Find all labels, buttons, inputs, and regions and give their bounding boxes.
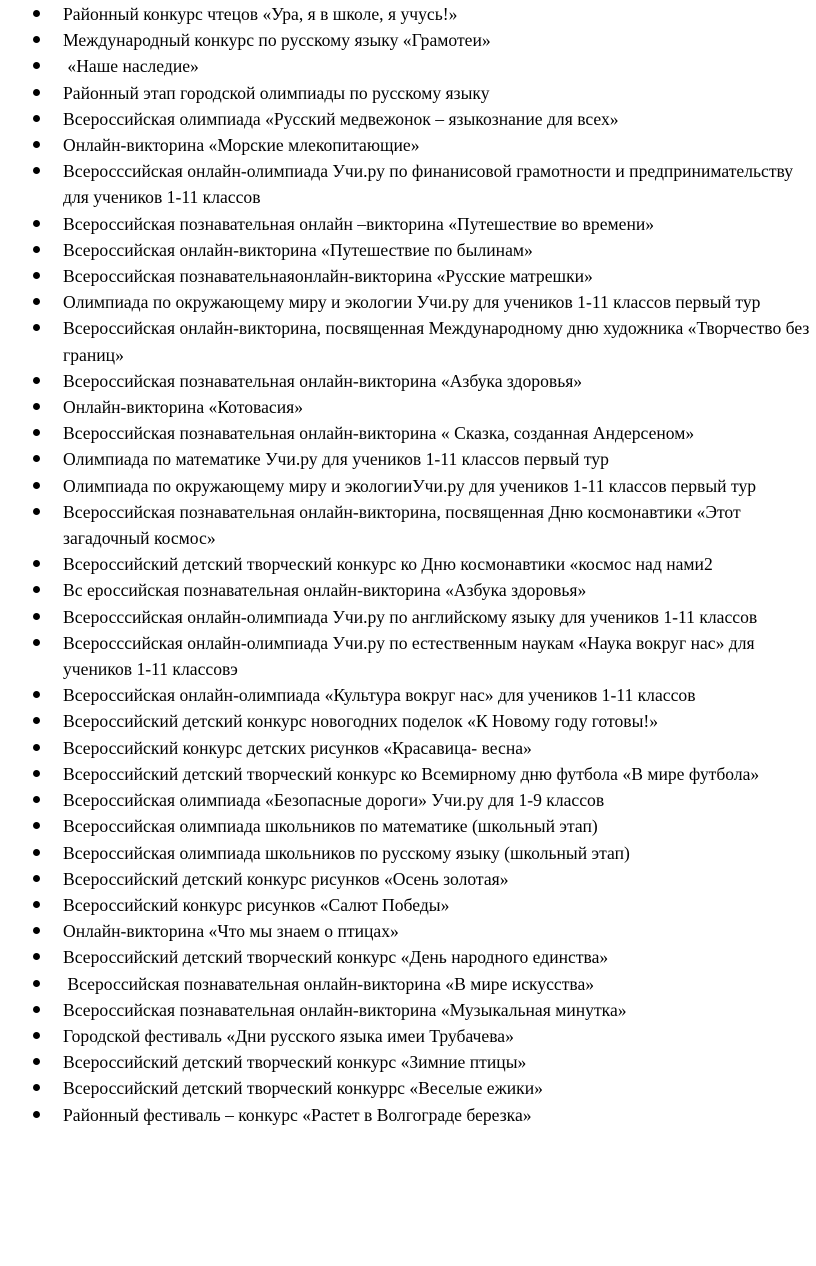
list-item-text: Всероссийский детский творческий конкурс «Зимние птицы» xyxy=(63,1052,527,1073)
list-item-text: Всероссийский детский творческий конкурс «День народного единства» xyxy=(63,947,609,968)
list-item xyxy=(0,420,816,446)
list-item-text: Олимпиада по математике Учи.ру для учеников 1-11 классов первый тур xyxy=(63,449,609,470)
list-item xyxy=(0,944,816,970)
bullet-icon xyxy=(33,89,40,96)
bullet-icon xyxy=(33,822,40,829)
list-item-text: Городской фестиваль «Дни русского языка имеи Трубачева» xyxy=(63,1025,514,1046)
bullet-icon xyxy=(33,770,40,777)
bullet-icon xyxy=(33,62,40,69)
list-item xyxy=(0,840,816,866)
list-item xyxy=(0,682,816,708)
list-item-text: Всероссийская познавательная онлайн-викторина «Музыкальная минутка» xyxy=(63,999,627,1020)
list-item-text: Районный фестиваль – конкурс «Растет в Волгограде березка» xyxy=(63,1104,532,1125)
document-page xyxy=(0,1,816,1128)
list-item xyxy=(0,866,816,892)
list-item xyxy=(0,289,816,315)
list-item-text: Районный конкурс чтецов «Ура, я в школе, я учусь!» xyxy=(63,4,458,24)
bullet-icon xyxy=(33,324,40,331)
list-item xyxy=(0,1049,816,1075)
list-item xyxy=(0,577,816,603)
bullet-icon xyxy=(33,1084,40,1091)
list-item xyxy=(0,368,816,394)
list-item xyxy=(0,1102,816,1128)
list-item-text: Всероссийская олимпиада школьников по математике (школьный этап) xyxy=(63,816,598,837)
bullet-icon xyxy=(33,10,40,17)
list-item xyxy=(0,1023,816,1049)
bullet-icon xyxy=(33,377,40,384)
list-item-text: Всероссийская онлайн-викторина, посвященная Международному дню художника «Творчество без границ» xyxy=(63,318,810,365)
list-item-text: Всероссийский конкурс детских рисунков «Красавица- весна» xyxy=(63,737,532,758)
list-item-text: Всероссийская познавательная онлайн-викторина «В мире искусства» xyxy=(63,973,595,994)
bullet-icon xyxy=(33,691,40,698)
bullet-icon xyxy=(33,901,40,908)
bullet-icon xyxy=(33,586,40,593)
bullet-icon xyxy=(33,560,40,567)
list-item-text: Всероссийский детский творческий конкурс ко Дню космонавтики «космос над нами2 xyxy=(63,554,713,575)
bullet-icon xyxy=(33,639,40,646)
list-item-text: Онлайн-викторина «Котовасия» xyxy=(63,397,303,418)
list-item xyxy=(0,53,816,79)
list-item-text: Всеросссийская онлайн-олимпиада Учи.ру по финанисовой грамотности и предпринимательству для учеников 1-11 классов xyxy=(63,161,794,208)
list-item-text: Онлайн-викторина «Что мы знаем о птицах» xyxy=(63,921,399,942)
list-item-text: Всероссийская познавательная онлайн-викторина « Сказка, созданная Андерсеном» xyxy=(63,423,695,444)
list-item xyxy=(0,551,816,577)
competition-list xyxy=(0,1,816,1128)
list-item xyxy=(0,499,816,551)
list-item-text: Всероссийский детский творческий конкуррс «Веселые ежики» xyxy=(63,1078,543,1099)
list-item-text: Всероссийская онлайн-олимпиада «Культура вокруг нас» для учеников 1-11 классов xyxy=(63,685,696,706)
bullet-icon xyxy=(33,115,40,122)
list-item xyxy=(0,997,816,1023)
bullet-icon xyxy=(33,272,40,279)
bullet-icon xyxy=(33,717,40,724)
list-item-text: Всероссийский детский конкурс новогодних поделок «К Новому году готовы!» xyxy=(63,711,659,732)
list-item-text: «Наше наследие» xyxy=(63,56,199,77)
list-item xyxy=(0,735,816,761)
list-item-text: Всеросссийская онлайн-олимпиада Учи.ру по естественным наукам «Наука вокруг нас» для учеников 1-11 классовэ xyxy=(63,632,755,680)
bullet-icon xyxy=(33,744,40,751)
list-item xyxy=(0,27,816,53)
bullet-icon xyxy=(33,508,40,515)
list-item-text: Международный конкурс по русскому языку «Грамотеи» xyxy=(63,30,491,51)
list-item xyxy=(0,708,816,734)
bullet-icon xyxy=(33,455,40,462)
bullet-icon xyxy=(33,1058,40,1065)
list-item xyxy=(0,971,816,997)
list-item xyxy=(0,604,816,630)
list-item xyxy=(0,787,816,813)
list-item-text: Всероссийский конкурс рисунков «Салют Победы» xyxy=(63,894,450,915)
bullet-icon xyxy=(33,927,40,934)
list-item xyxy=(0,761,816,787)
bullet-icon xyxy=(33,36,40,43)
list-item xyxy=(0,394,816,420)
list-item xyxy=(0,446,816,472)
list-item-text: Всероссийская познавательная онлайн-викторина «Азбука здоровья» xyxy=(63,370,583,391)
bullet-icon xyxy=(33,1111,40,1118)
list-item-text: Олимпиада по окружающему миру и экологииУчи.ру для учеников 1-11 классов первый тур xyxy=(63,475,757,496)
list-item xyxy=(0,630,816,682)
list-item-text: Всероссийский детский творческий конкурс ко Всемирному дню футбола «В мире футбола» xyxy=(63,763,760,784)
bullet-icon xyxy=(33,141,40,148)
bullet-icon xyxy=(33,613,40,620)
bullet-icon xyxy=(33,980,40,987)
list-item-text: Всероссийская олимпиада «Русский медвежонок – языкознание для всех» xyxy=(63,108,619,129)
list-item xyxy=(0,473,816,499)
list-item xyxy=(0,211,816,237)
list-item xyxy=(0,158,816,210)
bullet-icon xyxy=(33,429,40,436)
bullet-icon xyxy=(33,1006,40,1013)
list-item xyxy=(0,132,816,158)
bullet-icon xyxy=(33,953,40,960)
list-item xyxy=(0,918,816,944)
list-item xyxy=(0,813,816,839)
bullet-icon xyxy=(33,298,40,305)
list-item-text: Олимпиада по окружающему миру и экологии Учи.ру для учеников 1-11 классов первый тур xyxy=(63,292,761,313)
list-item xyxy=(0,1075,816,1101)
list-item-text: Всероссийская олимпиада школьников по русскому языку (школьный этап) xyxy=(63,842,630,863)
bullet-icon xyxy=(33,796,40,803)
bullet-icon xyxy=(33,403,40,410)
list-item-text: Вс ероссийская познавательная онлайн-викторина «Азбука здоровья» xyxy=(63,580,587,601)
list-item xyxy=(0,315,816,367)
bullet-icon xyxy=(33,167,40,174)
bullet-icon xyxy=(33,1032,40,1039)
list-item xyxy=(0,237,816,263)
list-item-text: Всероссийская олимпиада «Безопасные дороги» Учи.ру для 1-9 классов xyxy=(63,790,605,811)
bullet-icon xyxy=(33,482,40,489)
list-item-text: Онлайн-викторина «Морские млекопитающие» xyxy=(63,135,420,156)
list-item-text: Всероссийская познавательнаяонлайн-викторина «Русские матрешки» xyxy=(63,266,593,287)
list-item-text: Всероссийская познавательная онлайн –викторина «Путешествие во времени» xyxy=(63,213,655,234)
list-item-text: Всероссийская познавательная онлайн-викторина, посвященная Дню космонавтики «Этот загадочный космос» xyxy=(63,501,741,549)
list-item xyxy=(0,80,816,106)
list-item-text: Всеросссийская онлайн-олимпиада Учи.ру по английскому языку для учеников 1-11 классов xyxy=(63,606,758,627)
list-item xyxy=(0,106,816,132)
list-item-text: Всероссийский детский конкурс рисунков «Осень золотая» xyxy=(63,868,509,889)
list-item xyxy=(0,263,816,289)
list-item xyxy=(0,1,816,27)
bullet-icon xyxy=(33,875,40,882)
list-item-text: Всероссийская онлайн-викторина «Путешествие по былинам» xyxy=(63,239,533,260)
list-item xyxy=(0,892,816,918)
list-item-text: Районный этап городской олимпиады по русскому языку xyxy=(63,82,490,103)
bullet-icon xyxy=(33,246,40,253)
bullet-icon xyxy=(33,849,40,856)
bullet-icon xyxy=(33,220,40,227)
